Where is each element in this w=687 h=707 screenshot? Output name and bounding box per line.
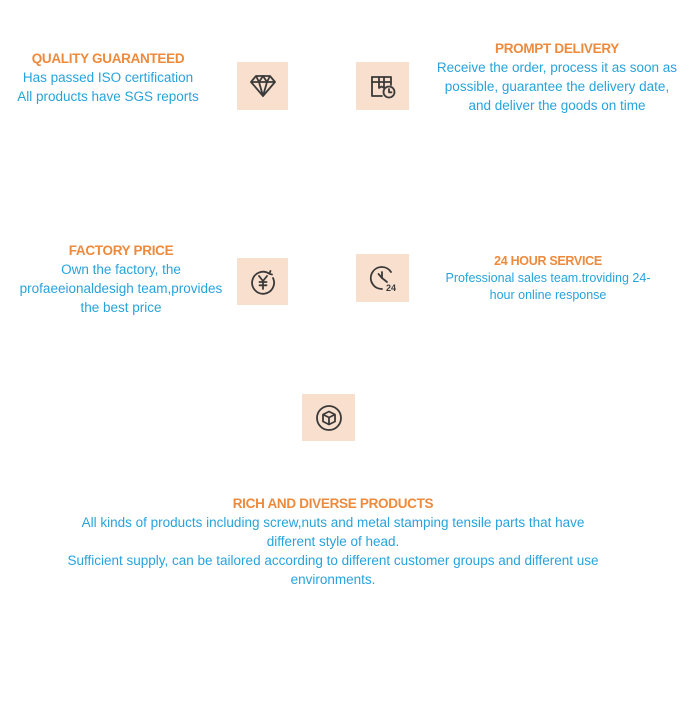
feature-delivery-line-3: and deliver the goods on time [468, 98, 646, 113]
feature-price-line-3: the best price [80, 300, 162, 315]
feature-delivery-description [414, 58, 687, 115]
feature-price-line-1: Own the factory, the [61, 262, 181, 277]
diamond-icon [237, 62, 288, 110]
feature-products-line-4: environments. [290, 572, 376, 587]
feature-products-description [0, 513, 666, 589]
feature-price [0, 241, 242, 317]
feature-service [430, 253, 666, 304]
24-hour-label: 24 [385, 283, 396, 293]
feature-quality [0, 49, 216, 106]
feature-products-line-1: All kinds of products including screw,nuts and metal stamping tensile parts that have [81, 515, 585, 530]
feature-price-description [0, 260, 242, 317]
feature-quality-line-1: Has passed ISO certification [22, 70, 194, 85]
feature-delivery-line-1: Receive the order, process it as soon as [436, 60, 678, 75]
feature-products-line-2: different style of head. [266, 534, 400, 549]
feature-delivery [414, 39, 687, 115]
feature-service-title: 24 HOUR SERVICE [494, 254, 602, 268]
feature-delivery-title: PROMPT DELIVERY [494, 41, 619, 56]
feature-products-title: RICH AND DIVERSE PRODUCTS [232, 496, 434, 511]
feature-products-line-3: Sufficient supply, can be tailored according to different customer groups and different use [67, 553, 599, 568]
feature-products [0, 494, 666, 589]
feature-service-line-2: hour online response [489, 288, 607, 302]
feature-quality-line-2: All products have SGS reports [17, 89, 199, 104]
yen-coin-icon [237, 258, 288, 305]
feature-price-title: FACTORY PRICE [68, 243, 174, 258]
feature-quality-description [0, 68, 216, 106]
feature-delivery-line-2: possible, guarantee the delivery date, [444, 79, 670, 94]
cube-box-icon [302, 394, 355, 441]
feature-service-description [430, 270, 666, 304]
feature-service-line-1: Professional sales team.troviding 24- [445, 271, 651, 285]
feature-quality-title: QUALITY GUARANTEED [31, 51, 185, 66]
24-hour-clock-icon [356, 254, 409, 302]
package-clock-icon [356, 62, 409, 110]
feature-price-line-2: profaeeionaldesigh team,provides [19, 281, 223, 296]
